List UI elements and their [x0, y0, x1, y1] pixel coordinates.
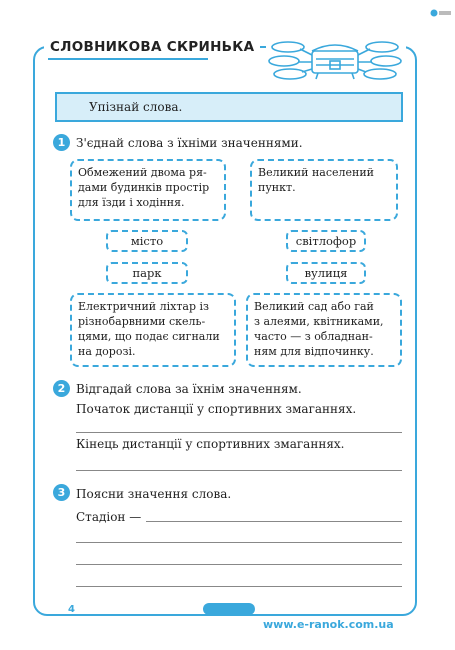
task2-item-2: Кінець дистанції у спортивних змаганнях. [76, 437, 345, 451]
title-underline [48, 58, 208, 60]
definition-line: Великий населений [258, 166, 374, 179]
answer-line[interactable] [76, 470, 402, 471]
definition-line: з алеями, квітниками, [254, 315, 384, 328]
task3-instruction: Поясни значення слова. [76, 487, 232, 501]
definition-card[interactable] [70, 293, 236, 367]
definition-line: Великий сад або гай [254, 300, 374, 313]
definition-line: Електричний ліхтар із [78, 300, 210, 313]
publisher-url[interactable]: www.e-ranok.com.ua [263, 618, 394, 631]
answer-line[interactable] [76, 586, 402, 587]
publisher-logo-icon [430, 2, 452, 10]
definition-card[interactable] [70, 159, 226, 221]
definition-line: цями, що подає сигнали [78, 330, 220, 343]
definition-line: Обмежений двома ря- [78, 166, 207, 179]
task1-instruction: З'єднай слова з їхніми значеннями. [76, 136, 303, 150]
task2-item-1: Початок дистанції у спортивних змаганнях. [76, 402, 357, 416]
definition-line: різнобарвними скель- [78, 315, 206, 328]
task-number-1: 1 [53, 134, 70, 151]
definition-line: часто — з обладнан- [254, 330, 373, 343]
word-card-misto[interactable]: місто [106, 230, 188, 252]
answer-line[interactable] [76, 542, 402, 543]
task3-word: Стадіон — [76, 510, 142, 524]
section-title: СЛОВНИКОВА СКРИНЬКА [50, 39, 255, 55]
word-card-vulytsia[interactable]: вулиця [286, 262, 366, 284]
answer-line[interactable] [146, 521, 402, 522]
definition-line: дами будинків простір [78, 181, 210, 194]
definition-line: на дорозі. [78, 345, 136, 358]
definition-line: для їзди і ходіння. [78, 196, 185, 209]
word-chest-icon [266, 37, 406, 83]
answer-line[interactable] [76, 564, 402, 565]
definition-line: ням для відпочинку. [254, 345, 374, 358]
word-card-svitlofor[interactable]: світлофор [286, 230, 366, 252]
task-number-3: 3 [53, 484, 70, 501]
answer-line[interactable] [76, 432, 402, 433]
section-title-wrap [44, 36, 260, 58]
page-number: 4 [68, 604, 75, 615]
definition-line: пункт. [258, 181, 296, 194]
definition-card[interactable] [246, 293, 402, 367]
definition-card[interactable] [250, 159, 398, 221]
word-card-park[interactable]: парк [106, 262, 188, 284]
task2-instruction: Відгадай слова за їхнім значенням. [76, 382, 302, 396]
task-banner [55, 92, 403, 122]
task-number-2: 2 [53, 380, 70, 397]
banner-text: Упізнай слова. [89, 100, 183, 114]
footer-ornament [203, 603, 255, 615]
